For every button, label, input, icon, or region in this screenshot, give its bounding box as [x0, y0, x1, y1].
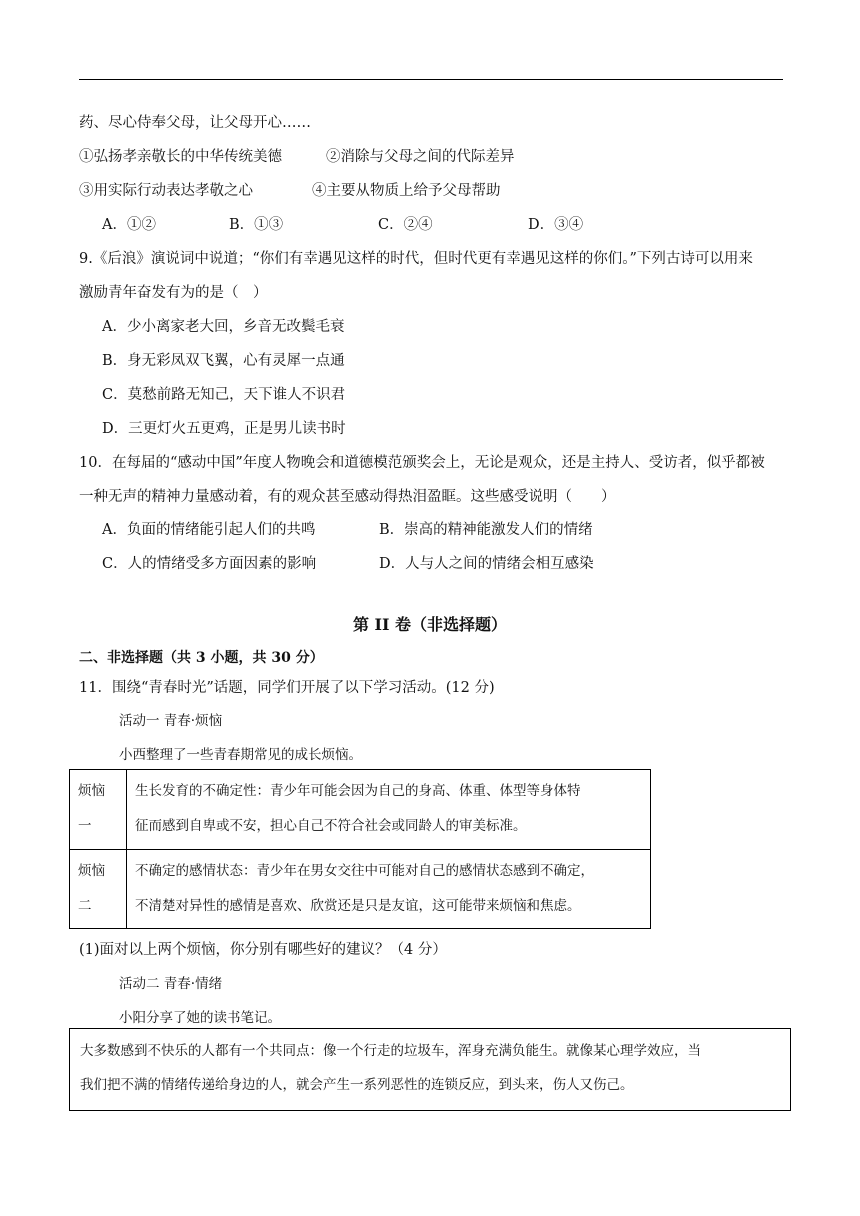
section-title: 第 II 卷（非选择题） — [352, 615, 508, 634]
reading-note-box — [69, 1028, 791, 1111]
table-row — [70, 770, 651, 850]
prev-question-text: 药、尽心侍奉父母，让父母开心…… — [79, 115, 311, 131]
worry-desc-line1: 不确定的感情状态：青少年在男女交往中可能对自己的感情状态感到不确定， — [135, 862, 594, 879]
option-b: B．①③ — [229, 217, 284, 233]
q10-option-c: C．人的情绪受多方面因素的影响 — [102, 556, 317, 572]
q10-stem-line2: 一种无声的精神力量感动着，有的观众甚至感动得热泪盈眶。这些感受说明（ ） — [79, 489, 616, 505]
worry-desc-line1: 生长发育的不确定性：青少年可能会因为自己的身高、体重、体型等身体特 — [135, 783, 581, 800]
worry-number: 二 — [78, 897, 92, 914]
activity2-intro: 小阳分享了她的读书笔记。 — [119, 1010, 281, 1026]
worry-desc-cell — [127, 770, 651, 850]
table-row — [70, 849, 651, 929]
worries-table — [69, 769, 651, 929]
note-line2: 我们把不满的情绪传递给身边的人，就会产生一系列恶性的连锁反应，到头来，伤人又伤己。 — [80, 1077, 634, 1093]
q10-option-b: B．崇高的精神能激发人们的情绪 — [379, 522, 593, 538]
statement-4: ④主要从物质上给予父母帮助 — [312, 183, 501, 199]
statement-3: ③用实际行动表达孝敬之心 — [79, 183, 253, 199]
activity1-intro: 小西整理了一些青春期常见的成长烦恼。 — [119, 747, 362, 763]
activity2-title: 活动二 青春·情绪 — [119, 976, 223, 992]
q9-stem-line2: 激励青年奋发有为的是（ ） — [79, 285, 268, 301]
q11-stem: 11．围绕“青春时光”话题，同学们开展了以下学习活动。(12 分) — [79, 680, 495, 696]
worry-label: 烦恼 — [78, 783, 105, 800]
q9-stem-line1: 9.《后浪》演说词中说道；“你们有幸遇见这样的时代，但时代更有幸遇见这样的你们。”下列古诗可以用来 — [79, 251, 753, 267]
statement-2: ②消除与父母之间的代际差异 — [326, 149, 515, 165]
q9-option-d: D．三更灯火五更鸡，正是男儿读书时 — [102, 421, 346, 437]
worry-number: 一 — [78, 818, 92, 835]
worry-desc-cell — [127, 849, 651, 929]
option-d: D．③④ — [528, 217, 584, 233]
q9-option-c: C．莫愁前路无知己，天下谁人不识君 — [102, 387, 346, 403]
activity1-title: 活动一 青春·烦恼 — [119, 713, 223, 729]
q10-option-d: D．人与人之间的情绪会相互感染 — [379, 556, 594, 572]
note-line1: 大多数感到不快乐的人都有一个共同点：像一个行走的垃圾车，浑身充满负能生。就像某心理学效应，当 — [80, 1043, 701, 1059]
q11-sub1: (1)面对以上两个烦恼，你分别有哪些好的建议？（4 分） — [79, 942, 447, 958]
worry-label-cell — [70, 849, 127, 929]
statement-1: ①弘扬孝亲敬长的中华传统美德 — [79, 149, 282, 165]
q10-option-a: A．负面的情绪能引起人们的共鸣 — [102, 522, 316, 538]
option-a: A．①② — [102, 217, 156, 233]
worry-desc-line2: 不清楚对异性的感情是喜欢、欣赏还是只是友谊，这可能带来烦恼和焦虑。 — [135, 897, 581, 914]
section-subtitle: 二、非选择题（共 3 小题，共 30 分） — [79, 650, 324, 666]
option-c: C．②④ — [378, 217, 433, 233]
header-rule — [79, 79, 783, 80]
q10-stem-line1: 10．在每届的“感动中国”年度人物晚会和道德模范颁奖会上，无论是观众，还是主持人、受访者，似乎都被 — [79, 455, 765, 471]
worry-label-cell — [70, 770, 127, 850]
q9-option-b: B．身无彩凤双飞翼，心有灵犀一点通 — [102, 353, 345, 369]
q9-option-a: A．少小离家老大回，乡音无改鬓毛衰 — [102, 319, 345, 335]
worry-label: 烦恼 — [78, 862, 105, 879]
worry-desc-line2: 征而感到自卑或不安，担心自己不符合社会或同龄人的审美标准。 — [135, 818, 527, 835]
